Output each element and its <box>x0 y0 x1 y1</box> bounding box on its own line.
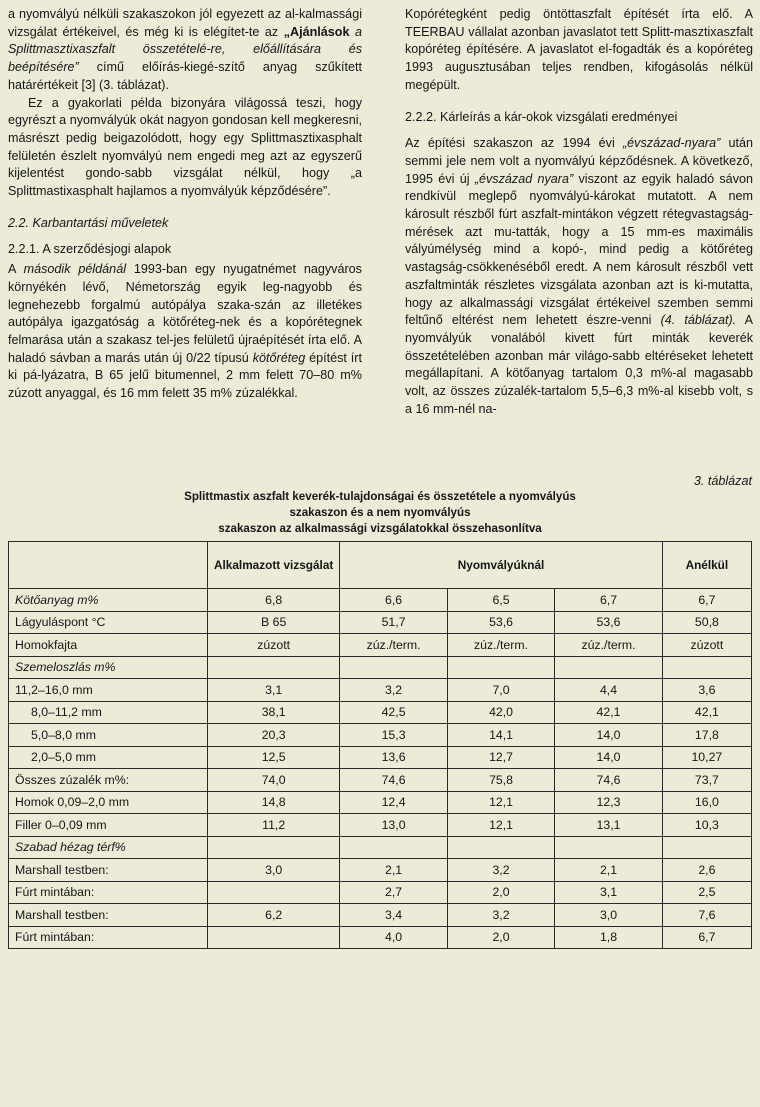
row-label: Homokfajta <box>9 634 208 657</box>
subsection-heading: 2.2.2. Kárleírás a kár-okok vizsgálati eredményei <box>405 109 678 124</box>
row-label: 5,0–8,0 mm <box>9 724 208 747</box>
header-rutted: Nyomvályúknál <box>340 542 662 589</box>
table-cell: 4,0 <box>340 926 447 949</box>
table-cell: 14,0 <box>555 724 662 747</box>
row-label: Kötőanyag m% <box>9 589 208 612</box>
text-run: Az építési szakaszon az 1994 évi <box>405 136 623 151</box>
table-cell: 3,1 <box>208 679 340 702</box>
table-cell: 6,5 <box>447 589 554 612</box>
row-label: Összes zúzalék m%: <box>9 769 208 792</box>
text-run: viszont az egyik haladó sávon rendkívül meglepő nyomvályú-károkat mutatott. A nem károsult részből fúrt aszfalt-mintákon végzett rétegvastagság-mérések azt mu-tatták, hogy a 15 mm-es maximális vályúmélység mind a kopó-, mind pedig a kötőréteg vastagság-csökkenéséből eredt. A nem károsult részből vett aszfaltminták részletes vizsgálata azonban azt is ki-mutatta, hogy az alkalmassági vizsgálat értékeivel szemben semmi feltűnő eltérést nem lehetett észre-venni <box>405 171 753 328</box>
table-cell: 3,0 <box>208 859 340 882</box>
table-cell: 74,6 <box>340 769 447 792</box>
table-cell <box>208 656 340 679</box>
table-cell: 3,2 <box>447 859 554 882</box>
table-row <box>9 881 752 904</box>
subsection-heading: 2.2.1. A szerződésjogi alapok <box>8 242 172 257</box>
table-cell: 14,0 <box>555 746 662 769</box>
table-cell: 6,6 <box>340 589 447 612</box>
table-cell: 2,0 <box>447 926 554 949</box>
table-cell: 75,8 <box>447 769 554 792</box>
table-row <box>9 769 752 792</box>
table-cell <box>555 836 662 859</box>
table-cell: 74,6 <box>555 769 662 792</box>
table-row <box>9 814 752 837</box>
table-cell: 7,0 <box>447 679 554 702</box>
paragraph: Kopórétegként pedig öntöttaszfalt építését írta elő. A TEERBAU vállalat azonban javaslatot tett Splitt-masztixaszfalt kopóréteg építésére. A javaslatot el-fogadták és a kopóréteg 1993 augusztusában teljes rendben, kifogásolás nélkül megépült. <box>405 7 753 92</box>
row-label: Lágyuláspont °C <box>9 611 208 634</box>
row-label: Marshall testben: <box>9 904 208 927</box>
table-cell: 20,3 <box>208 724 340 747</box>
table-cell: 13,1 <box>555 814 662 837</box>
table-cell: 3,4 <box>340 904 447 927</box>
table-row <box>9 656 752 679</box>
header-blank <box>9 542 208 589</box>
table-cell: zúz./term. <box>340 634 447 657</box>
left-text-column <box>8 6 362 403</box>
table-cell: 12,3 <box>555 791 662 814</box>
table-cell: 51,7 <box>340 611 447 634</box>
table-row <box>9 701 752 724</box>
table-cell: 12,1 <box>447 814 554 837</box>
row-label: Szabad hézag térf% <box>9 836 208 859</box>
table-cell: 38,1 <box>208 701 340 724</box>
text-run: „évszázad nyara” <box>474 171 574 186</box>
row-label: Szemeloszlás m% <box>9 656 208 679</box>
table-cell <box>662 656 751 679</box>
table-row <box>9 904 752 927</box>
table-cell <box>340 656 447 679</box>
table-cell: 12,1 <box>447 791 554 814</box>
text-run: „évszázad-nyara” <box>622 136 721 151</box>
table-reference: 3. táblázat <box>693 474 752 488</box>
text-run: 1993-ban egy nyugatnémet nagyváros környékén lévő, Németország egyik leg-nagyobb és legnehezebb forgalmú autópálya szaka-szán az illetékes autópálya igazgatóság a kötőréteg-nek és a kopórétegnek felmarása után a szakasz tel-jes felületű újraépítését írta elő. A haladó sávban a marás után új 0/22 típusú <box>8 262 362 365</box>
table-row <box>9 859 752 882</box>
table-cell <box>208 836 340 859</box>
right-text-column <box>405 6 753 418</box>
table-title-line: Splittmastix aszfalt keverék-tulajdonságai és összetétele a nyomvályús <box>184 490 576 503</box>
table-row <box>9 926 752 949</box>
table-cell: 2,6 <box>662 859 751 882</box>
text-run: A nyomvályúk vonalából kivett fúrt minták keverék összetételében azonban már világo-sabb eltéréseket lehetett megállapítani. A kötőanyag tartalom 0,3 m%-al magasabb volt, az összes zúzalék-tartalom 5,5–6,3 m%-al kisebb volt, s a 16 mm-nél na- <box>405 313 753 416</box>
table-cell: 3,2 <box>340 679 447 702</box>
table-row <box>9 791 752 814</box>
table-row <box>9 724 752 747</box>
table-cell: 42,5 <box>340 701 447 724</box>
table-row <box>9 679 752 702</box>
table-cell: 2,5 <box>662 881 751 904</box>
table-cell: 15,3 <box>340 724 447 747</box>
header-without: Anélkül <box>662 542 751 589</box>
table-cell <box>208 881 340 904</box>
table-cell: 1,8 <box>555 926 662 949</box>
text-run: után semmi jele nem volt a nyomvályú képződésnek. A következő, 1995 évi új <box>405 136 754 186</box>
paragraph <box>405 135 753 418</box>
text-run: a Splittmasztixaszfalt összetételé-re, előállítására és beépítésére” <box>8 24 362 75</box>
data-table <box>8 541 752 949</box>
table-header-row <box>9 542 752 589</box>
table-cell: 50,8 <box>662 611 751 634</box>
table-cell: 16,0 <box>662 791 751 814</box>
table-cell <box>662 836 751 859</box>
table-row <box>9 634 752 657</box>
table-cell: 12,7 <box>447 746 554 769</box>
row-label: Fúrt mintában: <box>9 926 208 949</box>
row-label: Marshall testben: <box>9 859 208 882</box>
table-cell: 3,2 <box>447 904 554 927</box>
paragraph <box>8 261 362 403</box>
table-cell: 13,0 <box>340 814 447 837</box>
table-cell: 14,1 <box>447 724 554 747</box>
table-cell: zúz./term. <box>447 634 554 657</box>
section-heading <box>8 215 362 233</box>
table-cell <box>208 926 340 949</box>
table-cell <box>555 656 662 679</box>
table-cell <box>447 656 554 679</box>
table-cell: 42,1 <box>555 701 662 724</box>
row-label: 11,2–16,0 mm <box>9 679 208 702</box>
table-cell: 42,0 <box>447 701 554 724</box>
row-label: Homok 0,09–2,0 mm <box>9 791 208 814</box>
table-cell <box>340 836 447 859</box>
table-cell: 2,1 <box>340 859 447 882</box>
table-cell: 10,3 <box>662 814 751 837</box>
table-cell: zúzott <box>662 634 751 657</box>
table-title-line: szakaszon és a nem nyomvályús <box>289 506 471 519</box>
table-title-line: szakaszon az alkalmassági vizsgálatokkal összehasonlítva <box>218 522 542 535</box>
table-cell: 74,0 <box>208 769 340 792</box>
table-cell: 3,0 <box>555 904 662 927</box>
row-label: Fúrt mintában: <box>9 881 208 904</box>
table-cell: 12,5 <box>208 746 340 769</box>
table-cell: 12,4 <box>340 791 447 814</box>
table-cell: 2,7 <box>340 881 447 904</box>
table-row <box>9 611 752 634</box>
table-cell: 10,27 <box>662 746 751 769</box>
table-row <box>9 746 752 769</box>
table-row <box>9 589 752 612</box>
table-cell: 6,7 <box>662 926 751 949</box>
table-cell: 6,7 <box>555 589 662 612</box>
text-run: második példánál <box>23 262 126 277</box>
text-run: „Ajánlások <box>283 24 350 39</box>
table-cell: 53,6 <box>447 611 554 634</box>
table-cell: 14,8 <box>208 791 340 814</box>
table-cell: zúz./term. <box>555 634 662 657</box>
text-run: A <box>8 262 24 277</box>
paragraph: Ez a gyakorlati példa bizonyára világossá teszi, hogy egyrészt a nyomvályúk okát nagyon gondosan kell megkeresni, másrészt pedig beigazolódott, hogy egy Splittmasztixasphalt felületén észlelt nyomvályú nem engedi meg azt az egyszerű kijelentést gondo-sabb vizsgálat nélkül, hogy „a Splittmastixasphalt hajlamos a nyomvályúk képződésére”. <box>8 95 362 199</box>
row-label: 8,0–11,2 mm <box>9 701 208 724</box>
text-run: (4. táblázat). <box>660 313 737 328</box>
table-cell: 2,0 <box>447 881 554 904</box>
table-cell <box>447 836 554 859</box>
row-label: 2,0–5,0 mm <box>9 746 208 769</box>
table-cell: 6,8 <box>208 589 340 612</box>
table-cell: B 65 <box>208 611 340 634</box>
table-cell: 3,1 <box>555 881 662 904</box>
table-cell: 3,6 <box>662 679 751 702</box>
table-title <box>0 489 760 537</box>
text-run: 2.2. Karbantartási műveletek <box>8 215 169 230</box>
table-cell: 6,2 <box>208 904 340 927</box>
table-cell: 2,1 <box>555 859 662 882</box>
table-cell: 7,6 <box>662 904 751 927</box>
table-cell: zúzott <box>208 634 340 657</box>
text-run: építést írt ki pá-lyázatra, B 65 jelű bitumennel, 2 mm felett 70–80 m% zúzott anyaggal, és 16 mm felett 35 m% zúzalékkal. <box>8 350 363 401</box>
table-cell: 42,1 <box>662 701 751 724</box>
table-cell: 13,6 <box>340 746 447 769</box>
row-label: Filler 0–0,09 mm <box>9 814 208 837</box>
table-cell: 17,8 <box>662 724 751 747</box>
text-run: című előírás-kiegé-szítő anyag szűkített határértékeit [3] (3. táblázat). <box>8 60 362 92</box>
text-run: a nyomvályú nélküli szakaszokon jól egyezett az al-kalmassági vizsgálat értékeivel, és még ki is elégítet-te az <box>8 7 362 39</box>
header-applied-test: Alkalmazott vizsgálat <box>208 542 340 589</box>
table-row <box>9 836 752 859</box>
table-cell: 4,4 <box>555 679 662 702</box>
paragraph <box>8 6 362 95</box>
text-run: kötőréteg <box>252 350 306 365</box>
table-cell: 53,6 <box>555 611 662 634</box>
table-cell: 6,7 <box>662 589 751 612</box>
table-cell: 11,2 <box>208 814 340 837</box>
table-cell: 73,7 <box>662 769 751 792</box>
